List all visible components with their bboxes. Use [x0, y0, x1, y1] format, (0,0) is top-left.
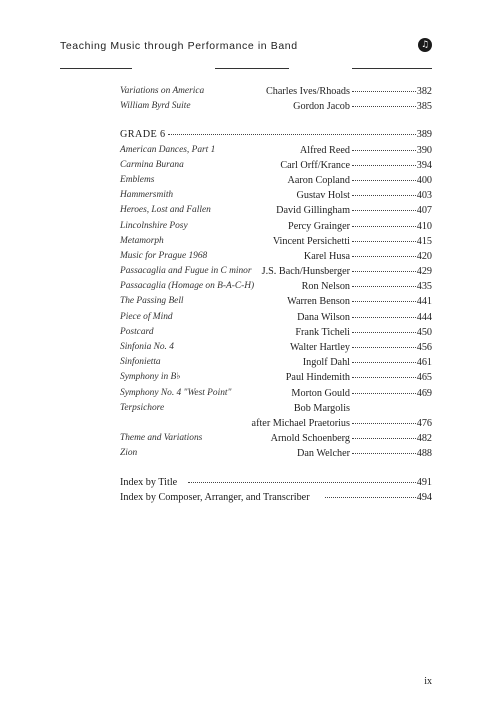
header-rule-left: [60, 68, 132, 69]
toc-entry-page: 461: [416, 357, 432, 369]
toc-entry[interactable]: [120, 446, 432, 461]
index-entry-label: Index by Composer, Arranger, and Transcriber: [120, 491, 310, 503]
toc-entry-continuation[interactable]: [120, 416, 432, 431]
dot-leader: [352, 438, 416, 439]
toc-entry-page: 407: [416, 205, 432, 217]
toc-entry-composer: Charles Ives/Rhoads: [265, 86, 350, 97]
toc-entry-composer: Ingolf Dahl: [302, 357, 350, 369]
toc-entry[interactable]: [120, 158, 432, 173]
grade-page: 389: [416, 129, 432, 141]
toc-entry-title: Metamorph: [120, 235, 164, 246]
toc-entry-composer: Ron Nelson: [301, 281, 350, 293]
toc-entry-title: Sinfonia No. 4: [120, 342, 174, 352]
dot-leader: [352, 301, 416, 302]
toc-entry-page: 465: [416, 372, 432, 384]
toc-entry[interactable]: [120, 386, 432, 401]
toc-entry-title: Symphony No. 4 "West Point": [120, 387, 232, 398]
dot-leader: [352, 453, 416, 454]
dot-leader: [352, 91, 416, 92]
toc-entry-page: 382: [416, 86, 432, 97]
dot-leader: [352, 393, 416, 394]
toc-entry[interactable]: [120, 234, 432, 249]
toc-entry[interactable]: [120, 340, 432, 355]
toc-entry-page: 403: [416, 190, 432, 202]
grade-label: GRADE 6: [120, 129, 166, 141]
toc-entry-composer: Aaron Copland: [287, 174, 350, 186]
dot-leader: [352, 332, 416, 333]
toc-entry-page: 444: [416, 311, 432, 323]
toc-entry-composer: Percy Grainger: [288, 220, 350, 232]
toc-entry-page: 410: [416, 220, 432, 232]
toc-entry[interactable]: [120, 173, 432, 188]
toc-entry-title: Heroes, Lost and Fallen: [120, 205, 211, 216]
index-entry-label: Index by Title: [120, 476, 178, 488]
dot-leader: [352, 150, 416, 151]
dot-leader: [352, 165, 416, 166]
toc-entry-title: Lincolnshire Posy: [120, 220, 188, 231]
toc-entry-title: Music for Prague 1968: [120, 250, 208, 261]
dot-leader: [352, 317, 416, 318]
dot-leader: [352, 210, 416, 211]
toc-entry-composer: Walter Hartley: [290, 342, 350, 353]
toc-entry-composer: Gordon Jacob: [293, 101, 350, 113]
index-entry-page: 491: [416, 476, 432, 488]
index-by-title-entry[interactable]: [120, 475, 432, 490]
toc-entry[interactable]: [120, 99, 432, 114]
dot-leader: [352, 286, 416, 287]
index-entry-page: 494: [416, 491, 432, 503]
toc-entry-composer: Karel Husa: [303, 250, 350, 262]
toc-entry[interactable]: [120, 294, 432, 309]
toc-entry-page: 456: [416, 342, 432, 353]
toc-entry-title: Passacaglia (Homage on B-A-C-H): [120, 281, 255, 292]
toc-entry-page: 420: [416, 250, 432, 262]
page-number: ix: [424, 676, 432, 687]
toc-entry[interactable]: [120, 370, 432, 385]
toc-entry-composer: Gustav Holst: [296, 190, 350, 202]
toc-entry-title: Terpsichore: [120, 402, 165, 413]
dot-leader: [352, 256, 416, 257]
toc-entry[interactable]: [120, 84, 432, 99]
toc-entry-title: Theme and Variations: [120, 433, 203, 444]
toc-entry-page: 435: [416, 281, 432, 293]
toc-entry[interactable]: [120, 249, 432, 264]
toc-entry-composer: David Gillingham: [276, 205, 350, 217]
index-by-composer-entry[interactable]: [120, 490, 432, 505]
toc-entry-page: 390: [416, 144, 432, 156]
toc-entry-composer: Dan Welcher: [296, 448, 350, 460]
toc-entry-page: 482: [416, 433, 432, 445]
toc-entry-composer: Vincent Persichetti: [272, 235, 350, 247]
dot-leader: [352, 271, 416, 272]
running-header: [60, 38, 432, 58]
toc-entry-composer: Paul Hindemith: [285, 372, 350, 384]
toc-entry-title: Zion: [120, 448, 138, 459]
toc-entry-composer: Bob Margolis: [293, 402, 350, 414]
header-rule-right: [352, 68, 432, 69]
toc-entry-title: Passacaglia and Fugue in C minor: [120, 266, 252, 277]
toc-entry-page: 441: [416, 296, 432, 308]
toc-entry[interactable]: [120, 310, 432, 325]
header-rule-middle: [215, 68, 289, 69]
toc-entry-page: 394: [416, 159, 432, 171]
toc-entry[interactable]: [120, 143, 432, 158]
toc-entry[interactable]: [120, 219, 432, 234]
toc-entry-page: 429: [416, 266, 432, 278]
toc-entry[interactable]: [120, 325, 432, 340]
toc-entry-title: Symphony in B♭: [120, 372, 181, 383]
toc-entry-composer: Dana Wilson: [297, 311, 350, 323]
dot-leader: [352, 347, 416, 348]
dot-leader: [352, 423, 416, 424]
toc-entry-title: The Passing Bell: [120, 296, 184, 307]
toc-entry[interactable]: [120, 355, 432, 370]
toc-entry-page: 400: [416, 174, 432, 186]
grade-heading[interactable]: [120, 127, 432, 142]
dot-leader: [352, 106, 416, 107]
toc-entry-page: 488: [416, 448, 432, 460]
dot-leader: [352, 195, 416, 196]
toc-entry-title: William Byrd Suite: [120, 101, 191, 112]
running-header-title: Teaching Music through Performance in Band: [60, 40, 298, 52]
toc-entry-composer: Frank Ticheli: [295, 326, 350, 338]
toc-entry-page: 469: [416, 387, 432, 399]
toc-entry-composer: Morton Gould: [291, 387, 350, 399]
dot-leader: [352, 180, 416, 181]
toc-entry-page: 476: [416, 417, 432, 429]
toc-entry-page: 450: [416, 326, 432, 338]
toc-entry[interactable]: [120, 279, 432, 294]
toc-entry-title: Variations on America: [120, 86, 205, 96]
toc-entry-title: Emblems: [120, 174, 155, 185]
dot-leader: [352, 226, 416, 227]
toc-entry[interactable]: [120, 431, 432, 446]
toc-entry-composer: Carl Orff/Krance: [280, 159, 350, 171]
toc-entry-page: 415: [416, 235, 432, 247]
dot-leader: [325, 497, 416, 498]
dot-leader: [352, 377, 416, 378]
dot-leader: [352, 362, 416, 363]
toc-entry-page: 385: [416, 101, 432, 113]
toc-entry-composer: J.S. Bach/Hunsberger: [261, 266, 350, 278]
dot-leader: [168, 134, 416, 135]
table-of-contents: [120, 84, 432, 505]
dot-leader: [352, 241, 416, 242]
toc-entry-title: Postcard: [120, 326, 154, 337]
toc-entry[interactable]: [120, 264, 432, 279]
toc-entry-composer: Warren Benson: [287, 296, 350, 308]
toc-entry-title: Carmina Burana: [120, 159, 184, 170]
toc-entry[interactable]: [120, 401, 432, 416]
toc-entry-composer: after Michael Praetorius: [251, 417, 350, 429]
toc-entry[interactable]: [120, 203, 432, 218]
toc-entry-composer: Alfred Reed: [299, 144, 350, 156]
toc-entry-title: Piece of Mind: [120, 311, 173, 322]
dot-leader: [188, 482, 416, 483]
toc-entry-composer: Arnold Schoenberg: [270, 433, 350, 445]
toc-entry-title: Sinfonietta: [120, 357, 161, 368]
toc-entry-title: Hammersmith: [120, 190, 174, 201]
series-emblem-icon: ♫: [418, 38, 432, 52]
toc-entry-title: American Dances, Part 1: [120, 144, 216, 155]
toc-entry[interactable]: [120, 188, 432, 203]
